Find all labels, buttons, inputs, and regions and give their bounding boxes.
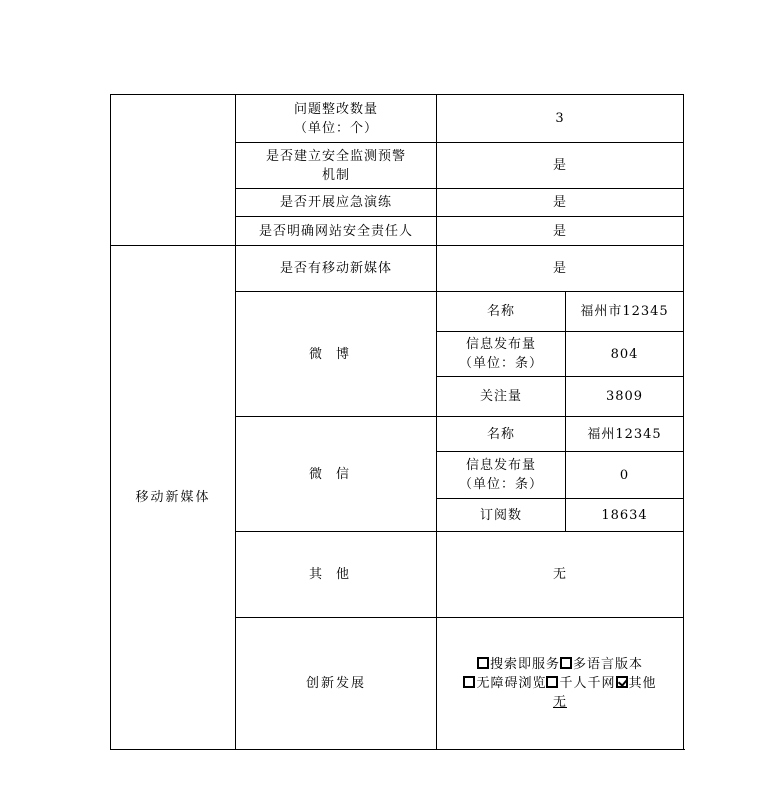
emergency-drill-value: 是 (437, 189, 684, 217)
security-officer-label: 是否明确网站安全责任人 (236, 217, 437, 246)
emergency-drill-label: 是否开展应急演练 (236, 189, 437, 217)
table-row (111, 246, 684, 292)
checkbox-icon[interactable] (560, 657, 572, 669)
weibo-followers-value: 3809 (566, 377, 684, 417)
wechat-label: 微信 (236, 417, 437, 532)
monitoring-mechanism-value: 是 (437, 143, 684, 189)
innovation-options (437, 618, 684, 750)
innovation-other-value: 无 (552, 695, 567, 710)
weibo-label: 微博 (236, 292, 437, 417)
option-multilingual[interactable]: 多语言版本 (560, 657, 643, 672)
option-personalized[interactable]: 千人千网 (546, 676, 615, 691)
checkbox-icon[interactable] (546, 676, 558, 688)
wechat-name-value: 福州12345 (566, 417, 684, 452)
other-media-label: 其他 (236, 532, 437, 618)
security-category-cell (111, 95, 236, 246)
issues-fixed-value: 3 (437, 95, 684, 143)
has-mobile-media-value: 是 (437, 246, 684, 292)
weibo-followers-label: 关注量 (437, 377, 566, 417)
weibo-name-value: 福州市12345 (566, 292, 684, 332)
wechat-name-label: 名称 (437, 417, 566, 452)
option-other[interactable]: 其他 (616, 676, 657, 691)
security-officer-value: 是 (437, 217, 684, 246)
weibo-posts-value: 804 (566, 332, 684, 377)
issues-fixed-label: 问题整改数量 （单位：个） (236, 95, 437, 143)
mobile-media-category: 移动新媒体 (111, 246, 236, 750)
has-mobile-media-label: 是否有移动新媒体 (236, 246, 437, 292)
option-search-service[interactable]: 搜索即服务 (477, 657, 560, 672)
monitoring-mechanism-label: 是否建立安全监测预警 机制 (236, 143, 437, 189)
weibo-posts-label: 信息发布量 （单位：条） (437, 332, 566, 377)
other-media-value: 无 (437, 532, 684, 618)
checkbox-icon[interactable] (463, 676, 475, 688)
weibo-name-label: 名称 (437, 292, 566, 332)
innovation-category: 创新发展 (236, 618, 437, 750)
checkbox-checked-icon[interactable] (616, 676, 628, 688)
option-accessibility[interactable]: 无障碍浏览 (463, 676, 546, 691)
wechat-posts-label: 信息发布量 （单位：条） (437, 452, 566, 499)
checkbox-icon[interactable] (477, 657, 489, 669)
wechat-subscribers-value: 18634 (566, 499, 684, 532)
table-row (111, 95, 684, 143)
wechat-posts-value: 0 (566, 452, 684, 499)
report-table (110, 94, 684, 750)
wechat-subscribers-label: 订阅数 (437, 499, 566, 532)
